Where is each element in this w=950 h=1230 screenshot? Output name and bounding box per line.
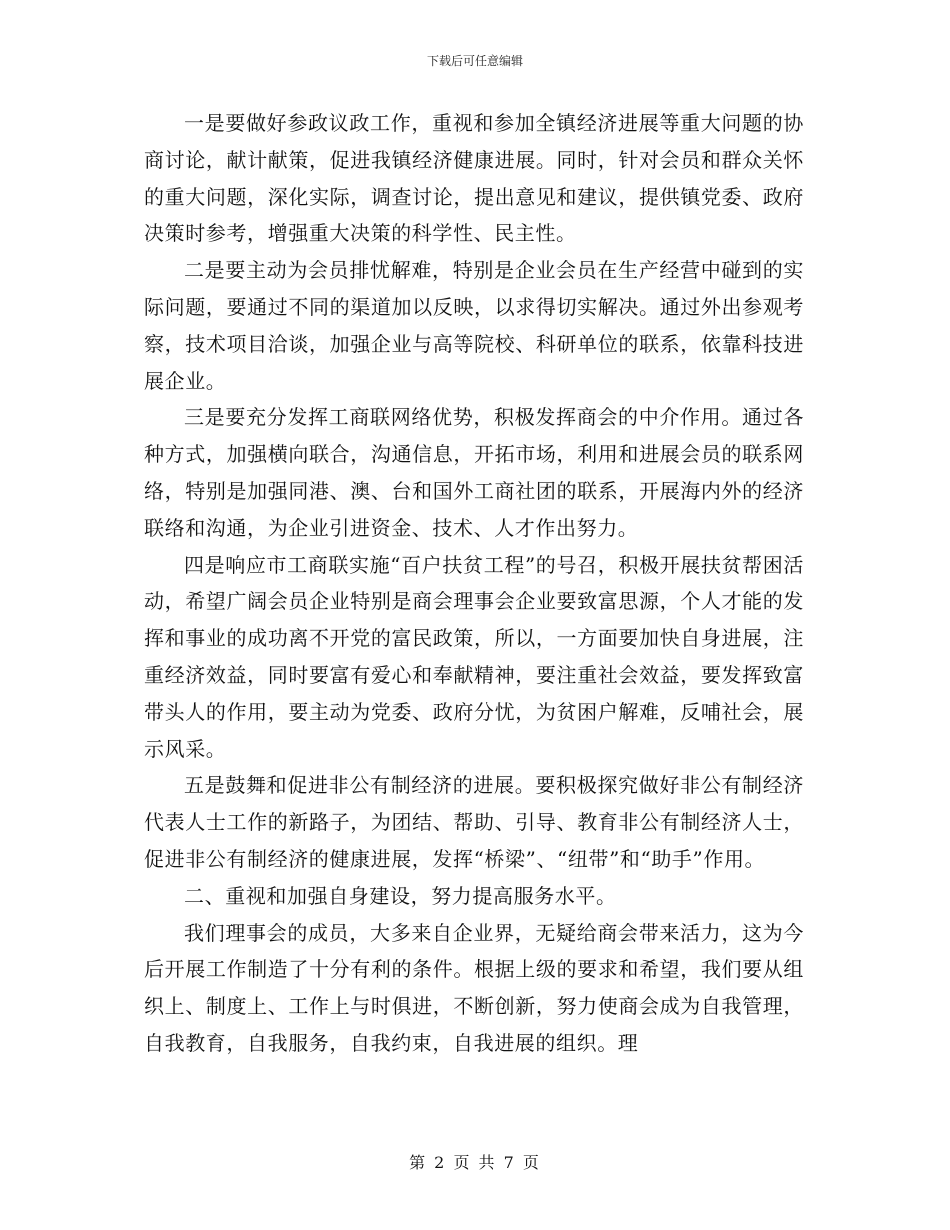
page-footer: 第 2 页 共 7 页 [409,1153,541,1172]
document-body [144,105,804,1062]
paragraph-2: 二是要主动为会员排忧解难，特别是企业会员在生产经营中碰到的实际问题，要通过不同的渠道加以反映，以求得切实解决。通过外出参观考察，技术项目洽谈，加强企业与高等院校、科研单位的联系，依靠科技进展企业。 [144,258,804,393]
paragraph-1: 一是要做好参政议政工作，重视和参加全镇经济进展等重大问题的协商讨论，献计献策，促进我镇经济健康进展。同时，针对会员和群众关怀的重大问题，深化实际，调查讨论，提出意见和建议，提供镇党委、政府决策时参考，增强重大决策的科学性、民主性。 [144,111,804,246]
page-header: 下载后可任意编辑 [426,54,523,68]
paragraph-6: 我们理事会的成员，大多来自企业界，无疑给商会带来活力，这为今后开展工作制造了十分有利的条件。根据上级的要求和希望，我们要从组织上、制度上、工作上与时俱进，不断创新，努力使商会成为自我管理，自我教育，自我服务，自我约束，自我进展的组织。理 [144,920,804,1055]
paragraph-3: 三是要充分发挥工商联网络优势，积极发挥商会的中介作用。通过各种方式，加强横向联合，沟通信息，开拓市场，利用和进展会员的联系网络，特别是加强同港、澳、台和国外工商社团的联系，开展海内外的经济联络和沟通，为企业引进资金、技术、人才作出努力。 [144,405,804,540]
paragraph-5: 五是鼓舞和促进非公有制经济的进展。要积极探究做好非公有制经济代表人士工作的新路子，为团结、帮助、引导、教育非公有制经济人士，促进非公有制经济的健康进展，发挥“桥梁”、“纽带”和“助手”作用。 [144,773,804,871]
paragraph-4: 四是响应市工商联实施“百户扶贫工程”的号召，积极开展扶贫帮困活动，希望广阔会员企业特别是商会理事会企业要致富思源，个人才能的发挥和事业的成功离不开党的富民政策，所以，一方面要加快自身进展，注重经济效益，同时要富有爱心和奉献精神，要注重社会效益，要发挥致富带头人的作用，要主动为党委、政府分忧，为贫困户解难，反哺社会，展示风采。 [144,552,804,761]
section-heading: 二、重视和加强自身建设，努力提高服务水平。 [184,883,617,908]
